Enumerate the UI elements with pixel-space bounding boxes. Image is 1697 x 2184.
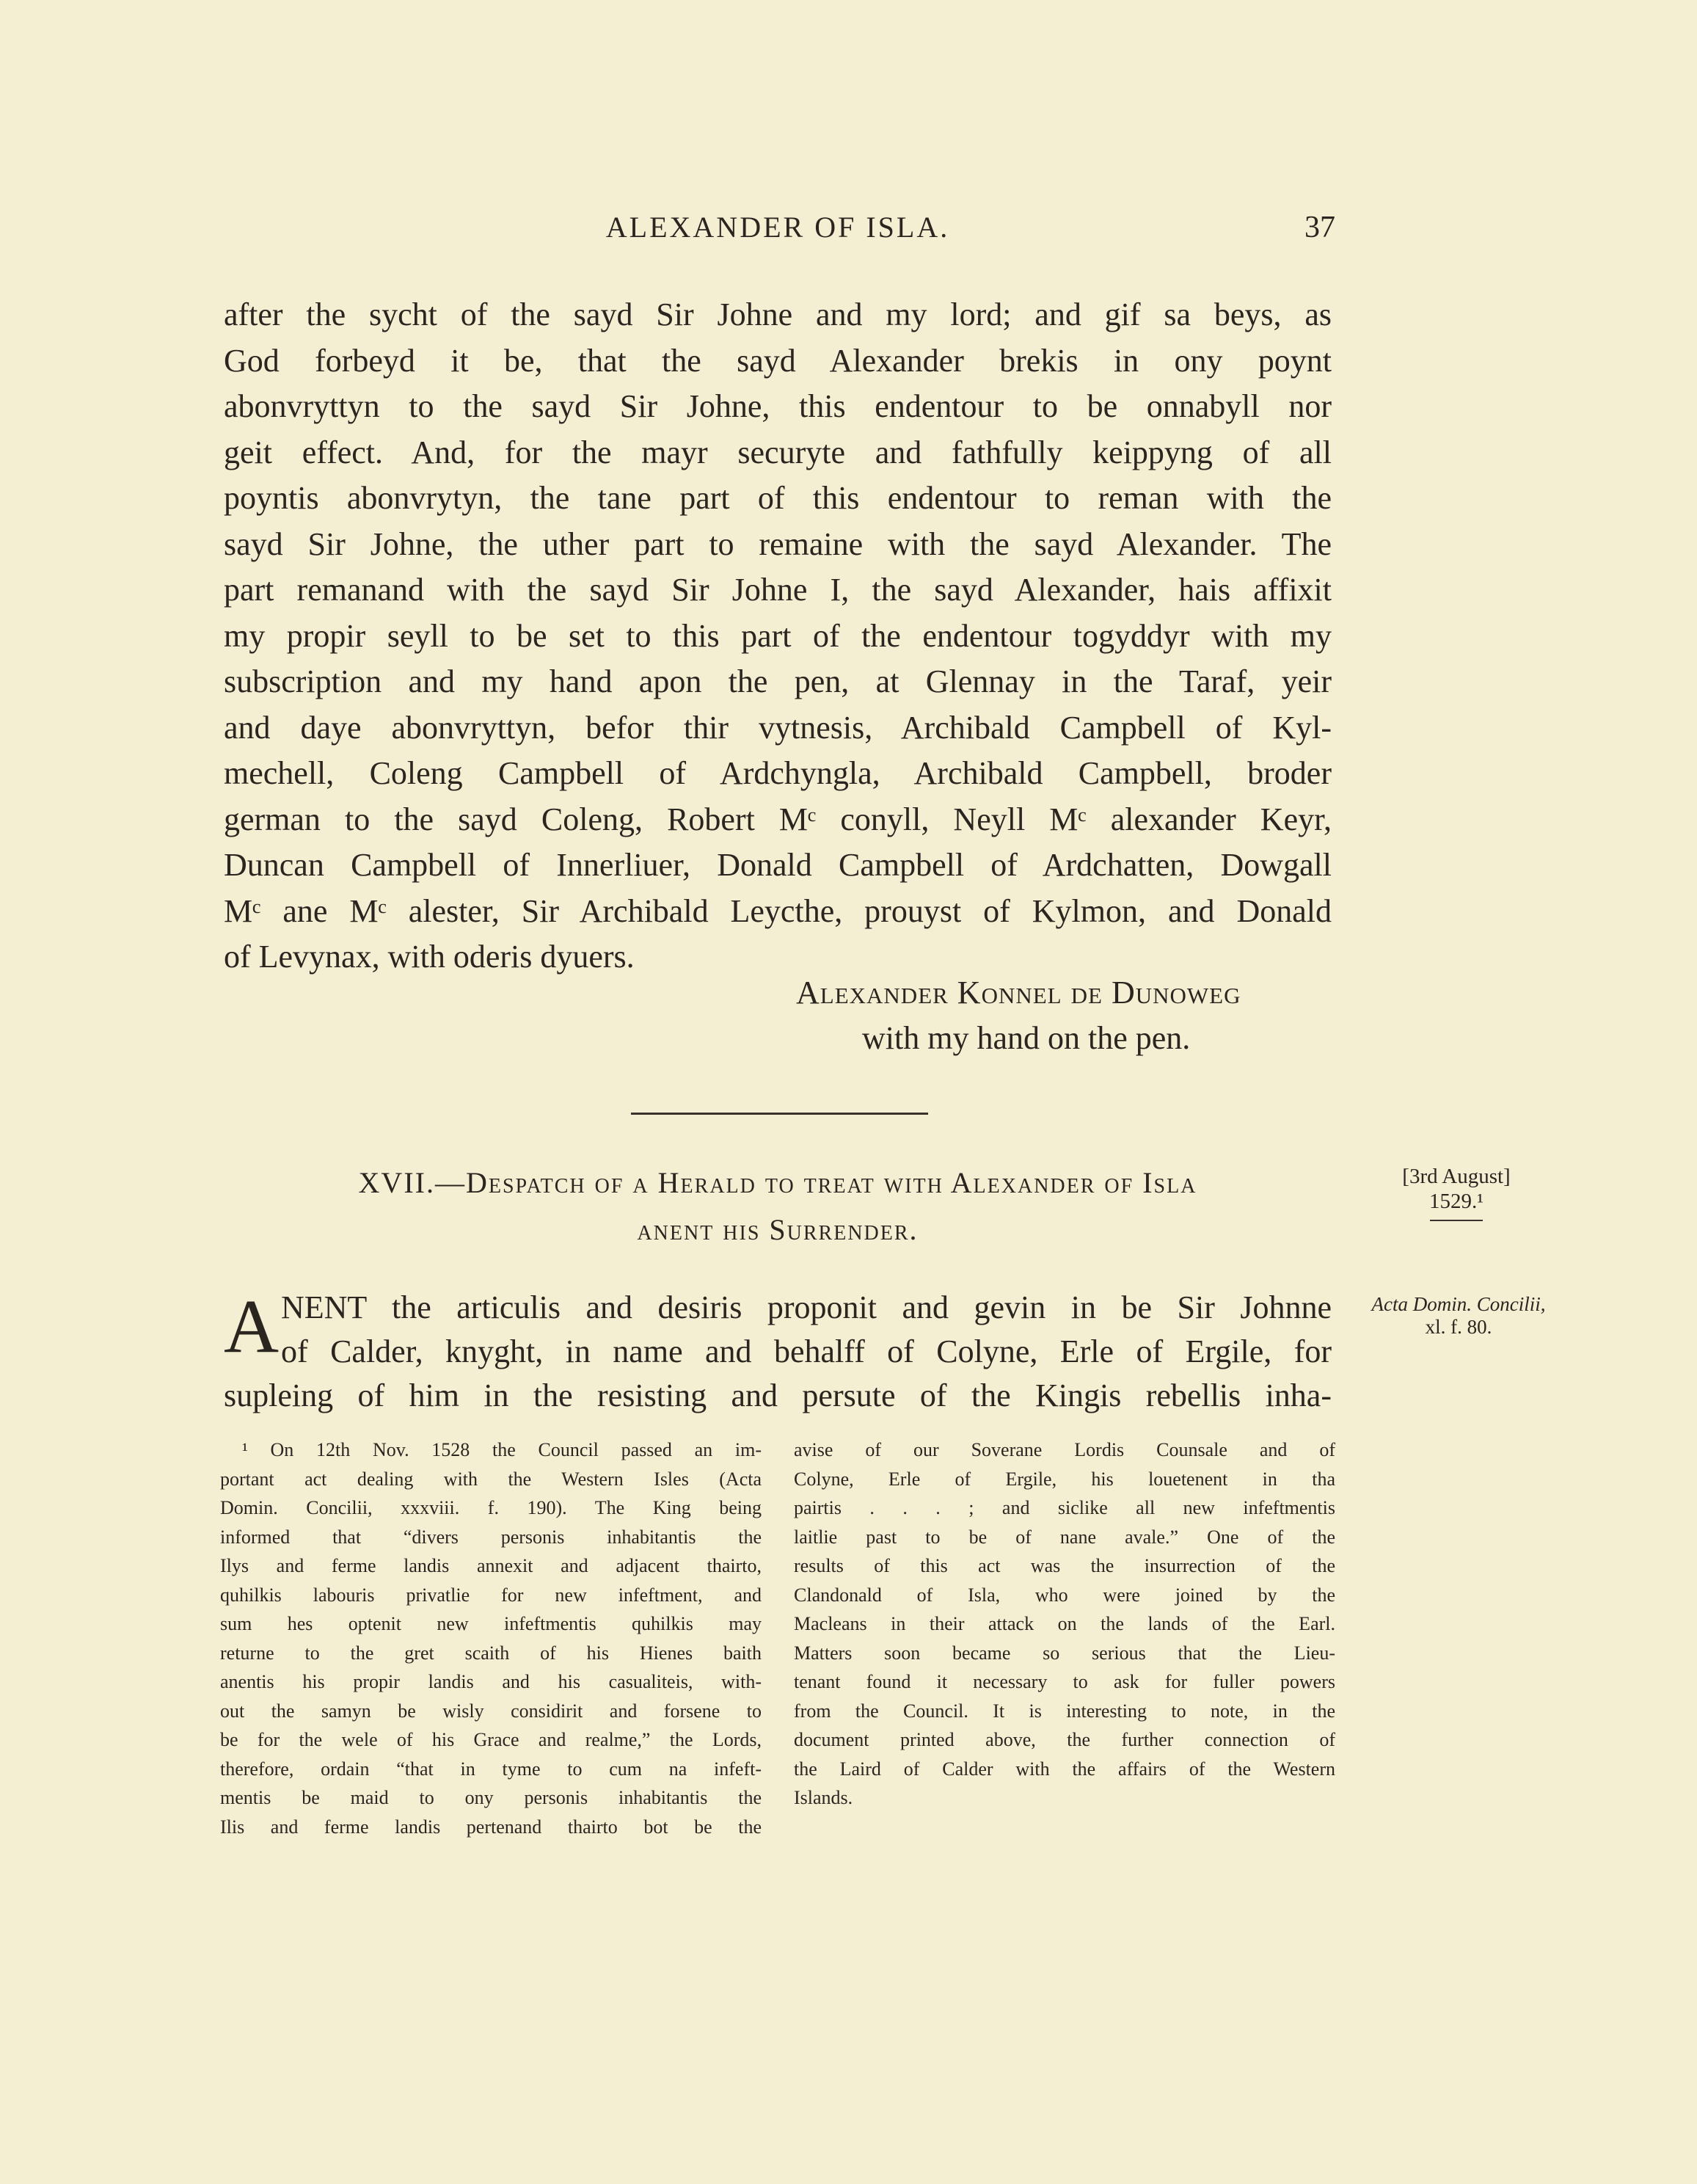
section-line: of Calder, knyght, in name and behalff of Colyne, Erle of Ergile, for: [281, 1333, 1332, 1369]
footnote-line: Islands.: [794, 1787, 853, 1808]
body-line: sayd Sir Johne, the uther part to remaine with the sayd Alexander. The: [224, 525, 1332, 562]
section-title: XVII.—Despatch of a Herald to treat with Alexander of Isla: [358, 1166, 1197, 1199]
section-body: [224, 1286, 1332, 1418]
margin-source-note: [1341, 1293, 1576, 1339]
margin-year: 1529.¹: [1429, 1190, 1483, 1213]
footnote-line: mentis be maid to ony personis inhabitantis the: [220, 1787, 762, 1808]
body-line: and daye abonvryttyn, befor thir vytnesis, Archibald Campbell of Kyl-: [224, 709, 1332, 746]
footnote-line: tenant found it necessary to ask for fuller powers: [794, 1671, 1335, 1692]
margin-date-note: [1365, 1164, 1548, 1221]
footnote-line: informed that “divers personis inhabitantis the: [220, 1526, 762, 1548]
footnote-line: results of this act was the insurrection of the: [794, 1555, 1335, 1576]
body-line: after the sycht of the sayd Sir Johne and my lord; and gif sa beys, as: [224, 296, 1332, 332]
footnote-line: Matters soon became so serious that the Lieu-: [794, 1642, 1335, 1664]
section-line: NENT the articulis and desiris proponit and gevin in be Sir Johnne: [281, 1289, 1332, 1325]
body-line: Duncan Campbell of Innerliuer, Donald Campbell of Ardchatten, Dowgall: [224, 847, 1332, 883]
footnote-line: ¹ On 12th Nov. 1528 the Council passed an im-: [242, 1439, 762, 1460]
body-line: subscription and my hand apon the pen, at Glennay in the Taraf, yeir: [224, 663, 1332, 699]
page-number: 37: [1304, 211, 1335, 244]
footnote-line: portant act dealing with the Western Isles (Acta: [220, 1468, 762, 1490]
section-divider: [631, 1113, 928, 1115]
footnote-line: Domin. Concilii, xxxviii. f. 190). The King being: [220, 1497, 762, 1518]
footnote-line: Clandonald of Isla, who were joined by the: [794, 1584, 1335, 1606]
signature-block: [734, 970, 1394, 1061]
footnote-column-right: [794, 1435, 1335, 1813]
footnote-line: quhilkis labouris privatlie for new infeftment, and: [220, 1584, 762, 1606]
footnote-line: avise of our Soverane Lordis Counsale and of: [794, 1439, 1335, 1460]
margin-rule: [1430, 1220, 1483, 1221]
body-line: God forbeyd it be, that the sayd Alexander brekis in ony poynt: [224, 342, 1332, 379]
signatory-name: Alexander Konnel de Dunoweg: [796, 975, 1241, 1011]
body-line: Mᶜ ane Mᶜ alester, Sir Archibald Leycthe, prouyst of Kylmon, and Donald: [224, 892, 1332, 929]
footnote-line: Ilys and ferme landis annexit and adjacent thairto,: [220, 1555, 762, 1576]
document-body: [224, 292, 1332, 980]
running-title: ALEXANDER OF ISLA.: [605, 211, 950, 244]
drop-initial: A: [224, 1284, 280, 1369]
footnote-line: document printed above, the further connection of: [794, 1729, 1335, 1750]
margin-date: [3rd August]: [1402, 1165, 1511, 1188]
body-line: abonvryttyn to the sayd Sir Johne, this endentour to be onnabyll nor: [224, 388, 1332, 424]
footnote-line: from the Council. It is interesting to note, in the: [794, 1700, 1335, 1722]
footnote-line: returne to the gret scaith of his Hienes baith: [220, 1642, 762, 1664]
margin-source: Acta Domin. Concilii,: [1371, 1293, 1546, 1315]
running-head: [220, 210, 1335, 254]
footnote-line: Ilis and ferme landis pertenand thairto bot be the: [220, 1816, 762, 1838]
section-subtitle: anent his Surrender.: [637, 1213, 919, 1246]
footnote-line: Macleans in their attack on the lands of the Earl.: [794, 1613, 1335, 1634]
body-line: german to the sayd Coleng, Robert Mᶜ conyll, Neyll Mᶜ alexander Keyr,: [224, 801, 1332, 837]
footnote-column-left: [220, 1435, 762, 1841]
footnote-line: therefore, ordain “that in tyme to cum na infeft-: [220, 1758, 762, 1780]
footnote-line: anentis his propir landis and his casualiteis, with-: [220, 1671, 762, 1692]
body-line: part remanand with the sayd Sir Johne I, the sayd Alexander, hais affixit: [224, 572, 1332, 608]
section-heading: [220, 1160, 1335, 1253]
footnote-line: be for the wele of his Grace and realme,” the Lords,: [220, 1729, 762, 1750]
footnote-line: sum hes optenit new infeftmentis quhilkis may: [220, 1613, 762, 1634]
body-line: geit effect. And, for the mayr securyte and fathfully keippyng of all: [224, 434, 1332, 470]
footnote-line: pairtis . . . ; and siclike all new infeftmentis: [794, 1497, 1335, 1518]
body-line: poyntis abonvrytyn, the tane part of this endentour to reman with the: [224, 480, 1332, 516]
margin-folio: xl. f. 80.: [1425, 1316, 1492, 1338]
body-line: of Levynax, with oderis dyuers.: [224, 939, 635, 975]
footnote-line: out the samyn be wisly considirit and forsene to: [220, 1700, 762, 1722]
body-line: my propir seyll to be set to this part of the endentour togyddyr with my: [224, 617, 1332, 654]
footnote-line: Colyne, Erle of Ergile, his louetenent in tha: [794, 1468, 1335, 1490]
footnote-line: laitlie past to be of nane avale.” One of the: [794, 1526, 1335, 1548]
section-line: supleing of him in the resisting and persute of the Kingis rebellis inha-: [224, 1377, 1332, 1413]
footnote-line: the Laird of Calder with the affairs of the Western: [794, 1758, 1335, 1780]
signature-note: with my hand on the pen.: [862, 1020, 1191, 1056]
body-line: mechell, Coleng Campbell of Ardchyngla, Archibald Campbell, broder: [224, 755, 1332, 791]
